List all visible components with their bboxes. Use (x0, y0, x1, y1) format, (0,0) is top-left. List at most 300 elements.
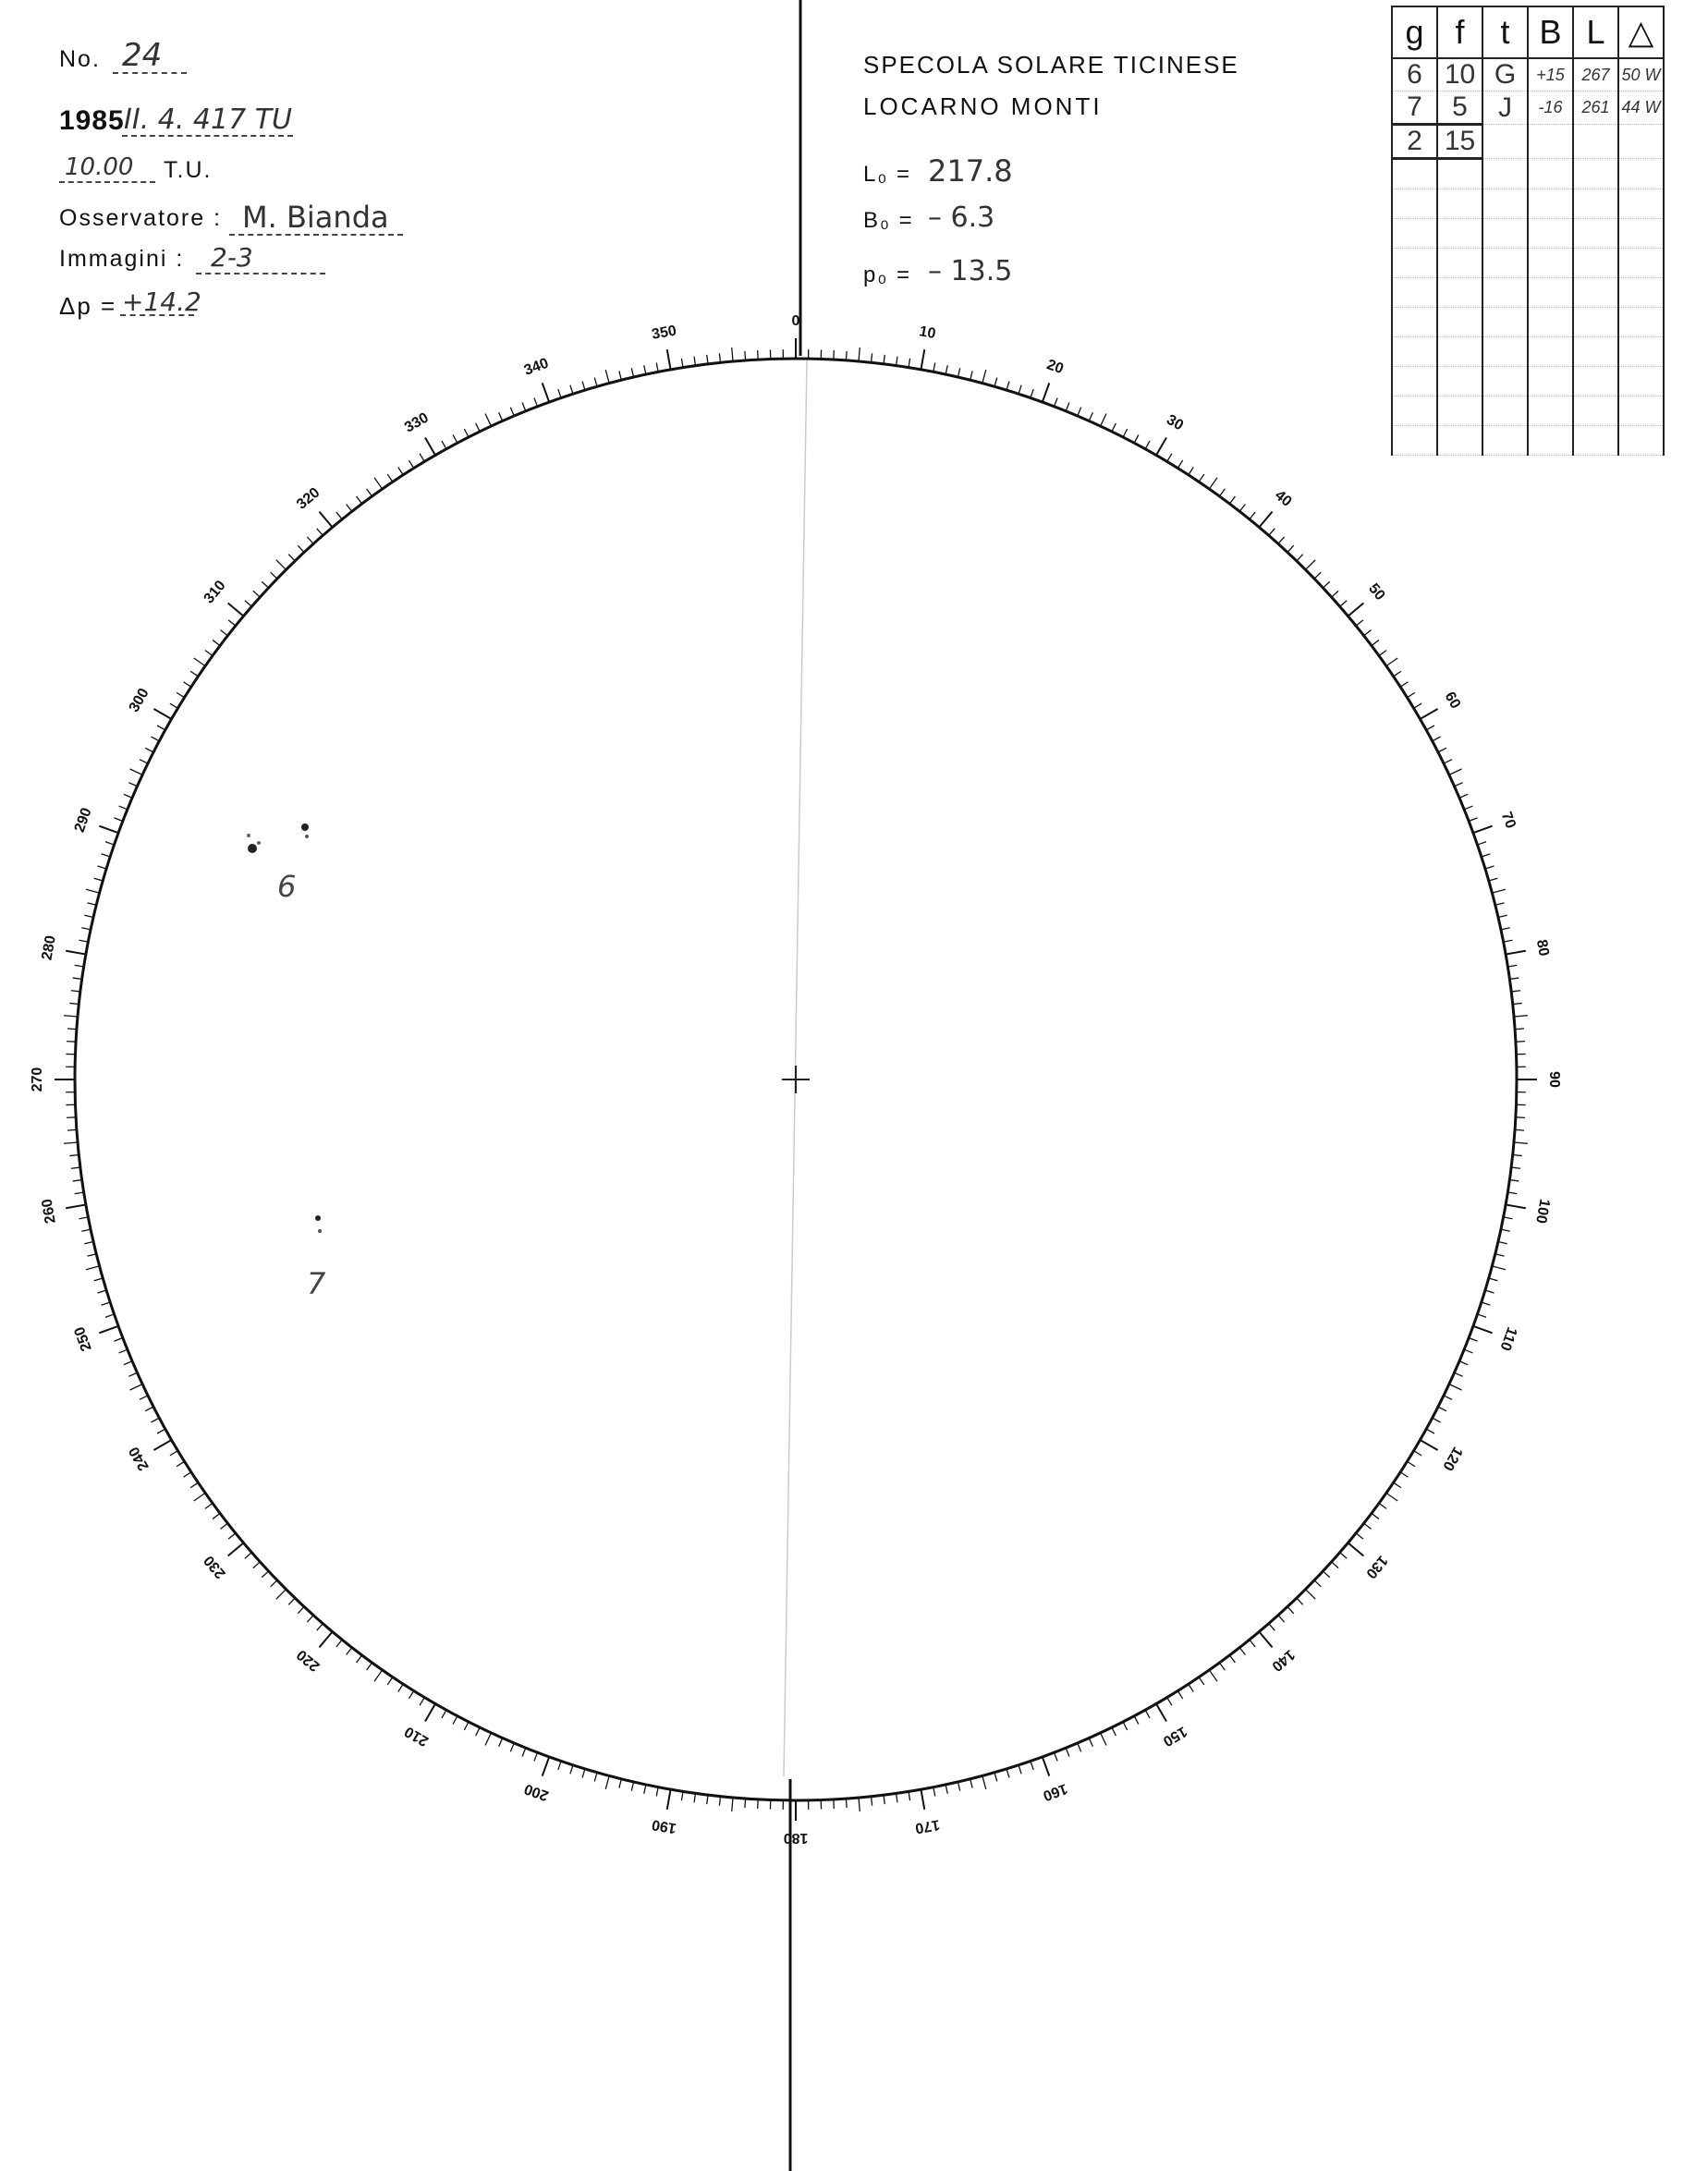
sunspot-group-6 (247, 823, 309, 904)
degree-tick (220, 1523, 227, 1529)
degree-tick (213, 1513, 220, 1518)
degree-label: 260 (39, 1197, 59, 1226)
degree-tick (87, 903, 96, 905)
degree-tick (1504, 1217, 1513, 1219)
degree-tick (1043, 383, 1050, 402)
degree-tick (1006, 382, 1009, 391)
degree-tick (1464, 1349, 1472, 1353)
degree-tick (1145, 1710, 1150, 1718)
degree-tick (681, 1791, 683, 1800)
degree-tick (1006, 1769, 1009, 1778)
degree-tick (64, 1016, 78, 1017)
degree-tick (1420, 709, 1437, 719)
degree-tick (758, 350, 759, 360)
sunspot (257, 841, 261, 845)
degree-tick (99, 826, 118, 834)
degree-tick (982, 370, 986, 383)
degree-tick (1394, 1482, 1401, 1488)
degree-label: 190 (650, 1816, 678, 1836)
degree-tick (619, 371, 621, 380)
degree-tick (1364, 1523, 1372, 1529)
degree-tick (1386, 1493, 1397, 1501)
total-spots: 15 (1437, 125, 1482, 159)
degree-tick (534, 1752, 538, 1761)
degree-tick (667, 1789, 671, 1810)
degree-tick (190, 1482, 198, 1488)
degree-tick (262, 581, 268, 588)
degree-tick (1306, 560, 1316, 570)
degree-tick (1089, 1738, 1092, 1747)
degree-tick (367, 1663, 372, 1670)
degree-tick (1514, 1142, 1528, 1143)
degree-tick (1356, 620, 1363, 626)
degree-label: 230 (201, 1552, 229, 1581)
b0-value: – 6.3 (928, 201, 995, 234)
degree-tick (84, 915, 93, 917)
degree-tick (79, 1217, 89, 1219)
degree-tick (228, 620, 236, 626)
degree-tick (262, 1571, 268, 1578)
degree-tick (66, 1204, 86, 1208)
degree-tick (1078, 1743, 1081, 1751)
degree-label: 120 (1439, 1444, 1466, 1473)
sunspot (305, 835, 309, 838)
degree-label: 310 (201, 578, 229, 607)
degree-tick (1509, 1180, 1519, 1181)
degree-tick (1386, 658, 1397, 666)
degree-tick (1495, 903, 1505, 905)
degree-tick (1513, 1003, 1522, 1004)
degree-label: 270 (30, 1067, 46, 1092)
degree-tick (220, 630, 227, 636)
degree-tick (336, 512, 342, 519)
degree-tick (374, 478, 383, 489)
degree-tick (982, 1775, 986, 1788)
degree-tick (213, 640, 220, 646)
degree-tick (1229, 496, 1235, 504)
degree-tick (69, 1003, 79, 1004)
degree-tick (67, 1042, 76, 1043)
degree-tick (1400, 1472, 1408, 1477)
degree-tick (1507, 1192, 1517, 1194)
degree-label: 330 (402, 409, 432, 436)
degree-tick (582, 382, 585, 391)
degree-tick (425, 437, 435, 455)
degree-tick (86, 1266, 99, 1270)
degree-tick (707, 1795, 708, 1804)
degree-tick (1420, 1440, 1437, 1450)
degree-tick (1489, 1278, 1498, 1281)
degree-tick (98, 1290, 107, 1293)
degree-tick (276, 560, 287, 570)
degree-tick (994, 1773, 997, 1782)
degree-tick (1019, 1765, 1021, 1775)
degree-tick (1514, 1016, 1528, 1017)
degree-tick (1348, 1543, 1364, 1555)
degree-tick (1167, 1698, 1172, 1706)
p0-value: – 13.5 (928, 255, 1013, 287)
degree-tick (1229, 1655, 1235, 1663)
degree-tick (170, 703, 178, 708)
degree-tick (1516, 1117, 1525, 1118)
degree-tick (71, 991, 80, 992)
degree-tick (1112, 423, 1116, 432)
degree-tick (1278, 537, 1285, 543)
degree-tick (846, 1799, 847, 1808)
degree-tick (1482, 854, 1491, 857)
degree-tick (99, 1326, 118, 1334)
degree-tick (1449, 1384, 1462, 1390)
degree-label: 160 (1041, 1780, 1070, 1804)
degree-tick (485, 413, 491, 426)
degree-tick (420, 1698, 424, 1706)
degree-tick (442, 1710, 446, 1718)
degree-tick (921, 349, 924, 370)
table-cell: J (1482, 91, 1528, 125)
degree-tick (71, 1167, 80, 1168)
degree-tick (105, 1314, 114, 1317)
degree-tick (81, 928, 91, 930)
degree-tick (1459, 794, 1468, 798)
column-header-g: g (1392, 6, 1437, 58)
degree-tick (1356, 1533, 1363, 1539)
table-cell: 7 (1392, 91, 1437, 125)
degree-tick (1199, 1677, 1204, 1685)
degree-tick (298, 1606, 304, 1613)
degree-tick (1464, 806, 1472, 810)
degree-tick (485, 1733, 491, 1746)
degree-tick (681, 359, 683, 368)
degree-tick (276, 1590, 287, 1600)
degree-tick (442, 441, 446, 449)
degree-tick (745, 1799, 746, 1808)
degree-tick (1414, 703, 1422, 708)
degree-label: 90 (1545, 1071, 1562, 1088)
degree-tick (1478, 1314, 1486, 1317)
degree-label: 110 (1496, 1324, 1520, 1353)
degree-tick (288, 555, 295, 561)
degree-tick (170, 1451, 178, 1456)
degree-tick (319, 1632, 332, 1648)
degree-label: 280 (39, 933, 59, 962)
table-cell: 261 (1573, 91, 1618, 125)
table-cell: 10 (1437, 58, 1482, 91)
degree-tick (631, 368, 633, 377)
degree-tick (119, 806, 128, 810)
sunspot (315, 1215, 321, 1221)
degree-tick (1364, 630, 1372, 636)
degree-label: 320 (294, 484, 323, 513)
degree-tick (86, 889, 99, 893)
degree-tick (124, 1361, 132, 1365)
degree-tick (510, 408, 514, 416)
degree-tick (420, 454, 424, 462)
degree-tick (719, 353, 720, 362)
degree-tick (453, 1716, 458, 1725)
degree-tick (102, 1302, 111, 1305)
degree-tick (1482, 1302, 1491, 1305)
degree-tick (1199, 474, 1204, 482)
degree-tick (336, 1640, 342, 1647)
degree-tick (1259, 512, 1272, 528)
degree-tick (464, 1722, 469, 1730)
degree-tick (1101, 1733, 1106, 1746)
number-label: No. (59, 46, 101, 72)
degree-label: 340 (521, 355, 551, 379)
degree-tick (1433, 1418, 1441, 1422)
degree-tick (253, 591, 260, 597)
degree-tick (102, 854, 111, 857)
degree-tick (114, 1338, 122, 1342)
degree-tick (67, 1029, 77, 1030)
degree-tick (1507, 965, 1517, 967)
degree-tick (1459, 1361, 1468, 1365)
degree-tick (1511, 1167, 1520, 1168)
degree-tick (357, 1655, 362, 1663)
degree-label: 60 (1441, 689, 1464, 712)
degree-tick (153, 1440, 171, 1450)
degree-tick (1123, 1722, 1128, 1730)
degree-tick (921, 1789, 924, 1810)
table-cell: 6 (1392, 58, 1437, 91)
degree-tick (499, 1738, 503, 1747)
degree-tick (66, 951, 86, 955)
degree-tick (1506, 951, 1526, 955)
degree-tick (75, 1192, 84, 1194)
l0-value: 217.8 (928, 153, 1013, 189)
degree-tick (409, 1690, 413, 1698)
degree-tick (151, 737, 159, 741)
degree-tick (1031, 389, 1033, 397)
degree-tick (319, 512, 332, 528)
degree-tick (1516, 1042, 1525, 1043)
degree-tick (79, 940, 89, 942)
degree-tick (946, 1785, 947, 1794)
degree-tick (1156, 1703, 1166, 1721)
degree-tick (1509, 978, 1519, 979)
degree-label: 10 (918, 323, 937, 343)
degree-tick (129, 1384, 142, 1390)
b0-label: B₀ = (863, 208, 914, 233)
degree-tick (558, 1762, 561, 1770)
table-cell: -16 (1528, 91, 1573, 125)
degree-tick (1134, 1716, 1139, 1725)
degree-tick (644, 365, 646, 374)
degree-tick (1469, 818, 1477, 822)
degree-label: 200 (521, 1780, 551, 1804)
degree-tick (387, 1677, 393, 1685)
degree-tick (1492, 889, 1505, 893)
images-value: 2-3 (211, 242, 253, 273)
degree-tick (476, 423, 480, 432)
degree-tick (1239, 1648, 1245, 1655)
degree-tick (124, 794, 132, 798)
year-value: 1985 (59, 105, 125, 136)
degree-tick (73, 978, 82, 979)
degree-tick (558, 389, 561, 397)
degree-tick (228, 603, 244, 616)
degree-tick (707, 355, 708, 364)
degree-tick (307, 1616, 313, 1622)
degree-tick (1433, 737, 1441, 741)
sunspot-group-7 (307, 1215, 326, 1301)
observatory-line-2: LOCARNO MONTI (863, 92, 1103, 120)
degree-tick (1498, 1241, 1507, 1243)
degree-tick (1269, 1624, 1275, 1631)
degree-tick (1511, 991, 1520, 992)
degree-tick (1515, 1129, 1524, 1130)
degree-tick (1400, 682, 1408, 687)
degree-tick (1101, 413, 1106, 426)
degree-tick (69, 1155, 79, 1156)
degree-tick (64, 1142, 78, 1143)
degree-tick (1414, 1451, 1422, 1456)
degree-tick (1444, 1396, 1452, 1399)
degree-tick (1043, 1757, 1050, 1776)
p0-label: p₀ = (863, 262, 911, 287)
degree-tick (1515, 1029, 1524, 1030)
degree-tick (177, 692, 184, 697)
column-header-delta: △ (1618, 6, 1664, 58)
degree-tick (398, 1684, 403, 1691)
degree-tick (1209, 1670, 1217, 1681)
degree-tick (909, 1791, 910, 1800)
degree-tick (228, 1543, 244, 1555)
degree-tick (128, 783, 137, 787)
degree-tick (1134, 434, 1139, 443)
degree-tick (970, 371, 972, 380)
degree-tick (1089, 412, 1092, 421)
degree-tick (183, 1472, 190, 1477)
degree-tick (1426, 726, 1434, 730)
degree-tick (656, 363, 658, 372)
degree-tick (834, 350, 835, 360)
degree-tick (1031, 1762, 1033, 1770)
degree-tick (1055, 1752, 1058, 1761)
degree-tick (94, 1278, 104, 1281)
degree-tick (153, 709, 171, 719)
degree-tick (1455, 783, 1463, 787)
degree-tick (194, 658, 205, 666)
degree-label: 180 (783, 1829, 809, 1846)
degree-tick (1473, 1326, 1493, 1334)
degree-tick (1278, 1616, 1285, 1622)
degree-tick (644, 1785, 646, 1794)
degree-tick (271, 572, 277, 579)
degree-tick (183, 682, 190, 687)
degree-tick (476, 1727, 480, 1736)
table-cell: 5 (1437, 91, 1482, 125)
degree-tick (114, 818, 122, 822)
degree-tick (994, 378, 997, 387)
degree-tick (1340, 1553, 1348, 1559)
degree-tick (317, 1624, 323, 1631)
degree-tick (228, 1533, 236, 1539)
degree-tick (1209, 478, 1217, 489)
degree-tick (1407, 1461, 1414, 1466)
sunspot (248, 844, 257, 853)
degree-tick (694, 357, 695, 366)
degree-tick (271, 1580, 277, 1587)
degree-tick (1297, 1598, 1303, 1604)
degree-tick (1498, 915, 1507, 917)
degree-tick (859, 1798, 860, 1811)
degree-tick (909, 359, 910, 368)
degree-tick (543, 383, 550, 402)
degree-tick (1066, 1748, 1069, 1756)
degree-tick (1485, 866, 1494, 869)
degree-tick (1297, 555, 1303, 561)
degree-label: 220 (294, 1646, 323, 1675)
degree-tick (151, 1418, 159, 1422)
degree-tick (67, 1129, 77, 1130)
degree-tick (1287, 1606, 1294, 1613)
degree-tick (129, 769, 142, 774)
degree-tick (946, 365, 947, 374)
degree-tick (570, 385, 573, 395)
degree-tick (1501, 1229, 1510, 1231)
degree-tick (1501, 928, 1510, 930)
degree-tick (1513, 1155, 1522, 1156)
l0-label: L₀ = (863, 162, 911, 187)
group-label-6: 6 (277, 869, 297, 904)
degree-tick (1189, 1684, 1193, 1691)
degree-tick (570, 1765, 573, 1775)
degree-tick (1287, 545, 1294, 552)
degree-tick (453, 434, 458, 443)
degree-tick (1177, 1690, 1182, 1698)
table-cell: G (1482, 58, 1528, 91)
degree-tick (1438, 1407, 1446, 1411)
degree-tick (745, 351, 746, 360)
degree-tick (1259, 1632, 1272, 1648)
degree-tick (594, 378, 597, 387)
degree-tick (594, 1773, 597, 1782)
column-header-l: L (1573, 6, 1618, 58)
degree-tick (190, 671, 198, 677)
degree-tick (387, 474, 393, 482)
observatory-line-1: SPECOLA SOLARE TICINESE (863, 51, 1239, 79)
degree-tick (119, 1349, 128, 1353)
degree-tick (145, 748, 153, 752)
degree-tick (1348, 603, 1364, 616)
degree-tick (1167, 454, 1172, 462)
degree-tick (1372, 640, 1379, 646)
degree-tick (1239, 504, 1245, 511)
degree-tick (1156, 437, 1166, 455)
degree-label: 290 (71, 805, 95, 835)
degree-tick (1123, 429, 1128, 437)
degree-tick (1495, 1254, 1505, 1256)
degree-tick (1332, 591, 1338, 597)
degree-tick (605, 370, 609, 383)
degree-tick (374, 1670, 383, 1681)
degree-tick (631, 1782, 633, 1791)
degree-tick (1145, 441, 1150, 449)
degree-tick (205, 651, 213, 656)
table-cell: 267 (1573, 58, 1618, 91)
degree-tick (1019, 385, 1021, 395)
degree-label: 130 (1362, 1552, 1391, 1581)
degree-tick (245, 1553, 252, 1559)
degree-tick (1314, 1580, 1321, 1587)
degree-tick (128, 1372, 137, 1376)
degree-tick (1112, 1727, 1116, 1736)
degree-tick (1055, 397, 1058, 406)
degree-tick (522, 1748, 526, 1756)
degree-tick (1485, 1290, 1494, 1293)
degree-tick (1426, 1429, 1434, 1433)
